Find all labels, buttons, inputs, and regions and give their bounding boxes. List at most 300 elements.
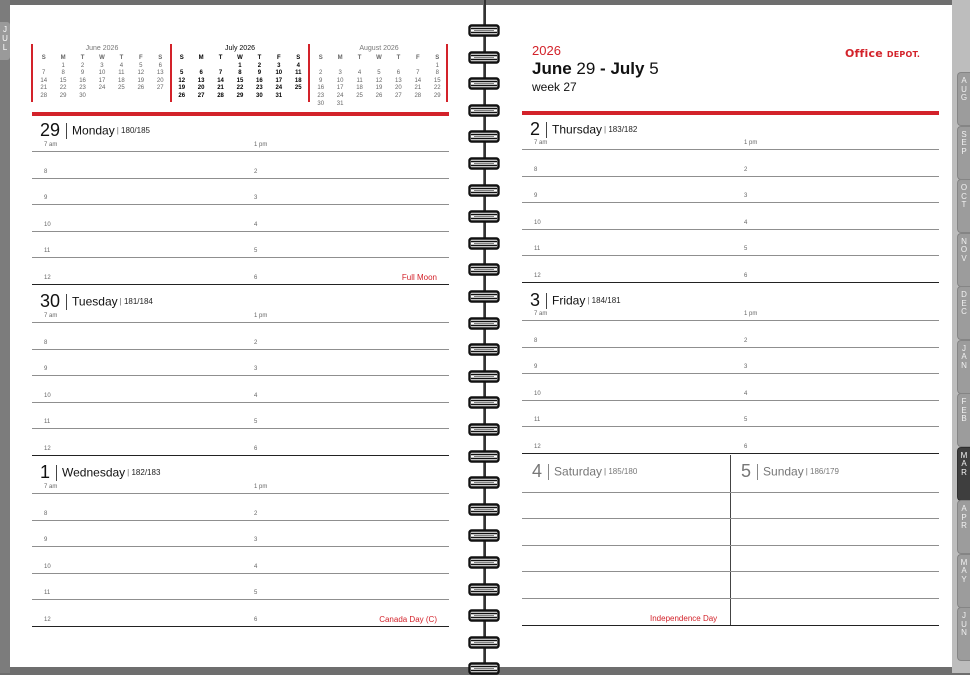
time-slot-line	[32, 546, 449, 547]
mini-calendar-date: 20	[197, 85, 205, 92]
day-number: 5	[741, 461, 752, 481]
mini-calendar-date	[191, 63, 210, 71]
time-label: 11	[44, 248, 51, 254]
mini-calendar-date	[92, 93, 111, 101]
mini-calendar-date: 3	[100, 62, 104, 69]
mini-calendar-date: 23	[79, 85, 86, 92]
mini-calendar-date: 23	[256, 85, 263, 92]
mini-calendar-date: 15	[236, 77, 244, 84]
mini-calendar-date: 5	[180, 70, 184, 77]
time-label: 10	[44, 563, 51, 570]
month-tab[interactable]: D E C	[957, 286, 970, 340]
day-separator	[546, 122, 547, 138]
mini-calendar-date: 3	[338, 70, 342, 77]
mini-calendar-date: 2	[319, 70, 323, 77]
day-separator	[56, 465, 57, 481]
mini-calendar-title: June 2026	[85, 45, 119, 52]
mini-calendar-date: 31	[275, 92, 283, 99]
mini-calendar-date	[428, 101, 447, 109]
mini-calendar-weekday: S	[41, 55, 46, 61]
mini-calendar-date: 23	[317, 92, 325, 99]
spiral-ring	[468, 556, 500, 569]
right-page	[486, 5, 952, 667]
day-name: Friday	[552, 293, 586, 308]
mini-calendar-date: 29	[59, 92, 67, 99]
time-label: 10	[534, 390, 541, 397]
spiral-ring	[468, 370, 500, 383]
time-slot-line	[522, 373, 939, 374]
time-label: 4	[254, 563, 258, 570]
time-slot-line	[32, 402, 449, 403]
mini-calendar-date: 1	[61, 62, 65, 69]
mini-calendar-date: 9	[257, 70, 262, 77]
time-label: 4	[254, 221, 258, 228]
mini-calendar-date: 10	[275, 70, 283, 77]
mini-calendar-date: 27	[156, 85, 164, 92]
spiral-ring	[468, 609, 500, 622]
time-slot-line	[32, 520, 449, 521]
mini-calendar-date: 29	[236, 92, 244, 99]
time-slot-line	[522, 453, 939, 454]
mini-calendar-weekday: S	[179, 55, 184, 61]
time-slot-line	[32, 349, 449, 350]
time-label: 7 am	[44, 142, 58, 148]
mini-calendar-date: 13	[156, 70, 164, 77]
mini-calendar-date	[408, 101, 427, 109]
mini-calendar-weekday: M	[198, 55, 204, 61]
day-name: Sunday	[763, 464, 804, 479]
spiral-ring	[468, 290, 500, 303]
mini-calendar-date: 15	[59, 77, 67, 84]
weekend-divider	[730, 455, 731, 626]
day-separator	[66, 123, 67, 139]
mini-calendar-date: 30	[256, 92, 263, 99]
range-start-month: June	[532, 59, 572, 78]
weekend-line	[522, 545, 939, 546]
spiral-spine	[484, 0, 486, 673]
mini-calendar-date	[34, 63, 53, 71]
day-separator	[548, 464, 549, 480]
mini-calendar-weekday: S	[435, 55, 440, 61]
mini-calendar-date: 16	[256, 77, 263, 84]
mini-calendar-date: 10	[336, 77, 344, 84]
day-header	[741, 461, 839, 481]
day-name: Tuesday	[72, 294, 118, 309]
day-of-year-count: | 186/179	[806, 467, 839, 476]
month-tab[interactable]: O C T	[957, 179, 970, 233]
mini-calendar-date: 19	[178, 85, 186, 92]
mini-calendar-date: 21	[40, 85, 48, 92]
time-label: 2	[254, 339, 258, 346]
time-label: 11	[534, 417, 541, 423]
day-number: 4	[532, 461, 543, 481]
holiday-label: Full Moon	[401, 272, 437, 282]
mini-calendar-date	[350, 101, 369, 109]
mini-calendar-date: 12	[137, 70, 145, 77]
month-tab[interactable]: J A N	[957, 340, 970, 394]
day-separator	[546, 293, 547, 309]
mini-calendar-date: 31	[336, 100, 344, 107]
mini-calendar-date: 8	[61, 70, 65, 77]
time-label: 3	[254, 537, 258, 543]
mini-calendar-weekday: T	[257, 55, 262, 61]
spiral-ring	[468, 343, 500, 356]
mini-calendar-date: 16	[317, 85, 325, 92]
time-label: 8	[44, 168, 48, 175]
time-slot-line	[32, 599, 449, 600]
day-of-year-count: | 181/184	[120, 297, 153, 306]
time-label: 10	[44, 392, 51, 399]
time-slot-line	[522, 149, 939, 150]
day-header	[530, 119, 637, 139]
right-red-rule	[522, 111, 939, 115]
time-slot-line	[32, 455, 449, 456]
mini-calendar-date: 28	[40, 92, 48, 99]
time-label: 3	[744, 193, 748, 199]
mini-calendar-date: 16	[79, 77, 86, 84]
spiral-ring	[468, 529, 500, 542]
day-number: 2	[530, 119, 541, 139]
holiday-label: Independence Day	[650, 614, 718, 623]
mini-calendar-weekday: T	[396, 55, 401, 61]
mini-calendar-date: 22	[433, 85, 441, 92]
mini-calendar	[172, 44, 308, 102]
time-label: 10	[44, 221, 51, 228]
mini-calendar-weekday: F	[276, 55, 281, 61]
mini-calendar-title: July 2026	[225, 45, 255, 52]
brand-logo-depot: DEPOT.	[886, 50, 921, 59]
time-slot-line	[32, 493, 449, 494]
mini-calendar-date	[369, 101, 388, 109]
time-slot-line	[32, 375, 449, 376]
mini-calendar-date: 11	[118, 70, 125, 77]
spiral-ring	[468, 450, 500, 463]
left-page-edge	[0, 0, 10, 673]
time-slot-line	[522, 255, 939, 256]
spiral-ring	[468, 77, 500, 90]
mini-calendar-date: 7	[416, 70, 420, 77]
time-slot-line	[32, 257, 449, 258]
header-week-range	[532, 59, 659, 79]
minical-divider	[31, 44, 33, 102]
mini-calendar-date: 12	[375, 77, 383, 84]
mini-calendar-date: 19	[375, 85, 383, 92]
spiral-ring	[468, 51, 500, 64]
time-slot-line	[32, 573, 449, 574]
spiral-ring	[468, 24, 500, 37]
time-label: 4	[744, 390, 748, 397]
time-label: 9	[534, 193, 538, 199]
mini-calendar-weekday: F	[138, 55, 143, 61]
mini-calendar-date: 9	[319, 77, 323, 84]
mini-calendar-date: 6	[199, 70, 203, 77]
time-label: 12	[534, 443, 541, 450]
month-tab[interactable]: F E B	[957, 393, 970, 447]
time-slot-line	[32, 178, 449, 179]
time-slot-line	[32, 428, 449, 429]
time-label: 2	[254, 168, 258, 175]
mini-calendar-date: 5	[139, 62, 143, 69]
mini-calendar-date	[350, 63, 369, 71]
mini-calendar-date: 26	[137, 85, 145, 92]
day-number: 3	[530, 290, 541, 310]
time-label: 2	[744, 337, 748, 344]
mini-calendar-date: 14	[40, 77, 48, 84]
day-name: Monday	[72, 123, 115, 138]
day-header	[532, 461, 637, 481]
mini-calendar-weekday: M	[60, 55, 66, 61]
mini-calendar-date: 18	[356, 85, 363, 92]
day-header	[40, 120, 150, 140]
time-slot-line	[522, 282, 939, 283]
mini-calendar-weekday: M	[337, 55, 343, 61]
mini-calendar-date: 24	[336, 92, 344, 99]
mini-calendar-date: 25	[294, 85, 302, 92]
time-label: 7 am	[44, 313, 58, 319]
mini-calendar-date: 17	[98, 77, 106, 84]
time-slot-line	[522, 426, 939, 427]
spiral-ring	[468, 503, 500, 516]
time-label: 7 am	[44, 484, 58, 490]
mini-calendar-date: 17	[336, 85, 344, 92]
time-label: 9	[534, 364, 538, 370]
mini-calendar-weekday: W	[237, 55, 243, 61]
mini-calendar-date: 12	[178, 77, 186, 84]
time-label: 5	[744, 246, 748, 252]
day-header	[40, 291, 153, 311]
month-tab-jul[interactable]: J U L	[0, 22, 10, 60]
time-label: 7 am	[534, 311, 548, 317]
time-label: 5	[254, 590, 258, 596]
mini-calendar-date	[131, 93, 150, 101]
mini-calendar-date: 30	[79, 92, 86, 99]
month-tab[interactable]: N O V	[957, 233, 970, 287]
mini-calendar-weekday: S	[318, 55, 323, 61]
time-label: 1 pm	[744, 311, 758, 317]
month-tab[interactable]: A U G	[957, 72, 970, 126]
time-slot-line	[522, 176, 939, 177]
mini-calendar-date: 3	[277, 62, 281, 69]
mini-calendar-date	[112, 93, 131, 101]
time-label: 3	[254, 195, 258, 201]
mini-calendar-weekday: F	[415, 55, 420, 61]
time-slot-line	[522, 400, 939, 401]
time-label: 12	[534, 272, 541, 279]
mini-calendar-date: 11	[356, 77, 363, 84]
time-label: 6	[254, 445, 258, 452]
time-label: 9	[44, 537, 48, 543]
spiral-ring	[468, 104, 500, 117]
time-label: 11	[44, 419, 51, 425]
time-label: 1 pm	[744, 140, 758, 146]
spiral-ring	[468, 130, 500, 143]
mini-calendar	[311, 44, 447, 107]
weekend-line	[522, 518, 939, 519]
month-tab[interactable]: M A R	[957, 447, 970, 501]
mini-calendar-weekday: T	[218, 55, 223, 61]
time-label: 1 pm	[254, 484, 268, 490]
day-name: Thursday	[552, 122, 603, 137]
time-slot-line	[32, 322, 449, 323]
day-header	[40, 462, 160, 482]
range-end-day: 5	[644, 59, 659, 78]
range-dash: -	[595, 59, 611, 78]
mini-calendar-date	[311, 63, 330, 71]
brand-logo	[845, 47, 920, 60]
mini-calendar-date: 26	[375, 92, 383, 99]
mini-calendar-date	[389, 101, 408, 109]
spiral-ring	[468, 636, 500, 649]
time-label: 12	[44, 274, 51, 281]
mini-calendar-date: 14	[414, 77, 422, 84]
time-label: 3	[744, 364, 748, 370]
mini-calendar-date	[151, 93, 170, 101]
spiral-ring	[468, 662, 500, 675]
mini-calendar-date: 1	[435, 62, 439, 69]
mini-calendar-date: 8	[435, 70, 439, 77]
spiral-ring	[468, 263, 500, 276]
time-label: 1 pm	[254, 142, 268, 148]
time-slot-line	[32, 231, 449, 232]
mini-calendar-date	[211, 63, 230, 71]
time-label: 4	[254, 392, 258, 399]
mini-calendar-date: 20	[395, 85, 402, 92]
mini-calendar-date: 7	[218, 70, 223, 77]
mini-calendar-date	[408, 63, 427, 71]
month-tab[interactable]: S E P	[957, 126, 970, 180]
mini-calendar-date: 20	[156, 77, 164, 84]
mini-calendar-date: 2	[80, 62, 85, 69]
mini-calendar-date: 11	[295, 70, 302, 77]
time-slot-line	[32, 284, 449, 285]
time-label: 2	[744, 166, 748, 173]
mini-calendar-date: 24	[98, 85, 106, 92]
time-label: 6	[254, 274, 258, 281]
mini-calendar-date: 8	[238, 70, 242, 77]
mini-calendar-weekday: W	[376, 55, 382, 61]
mini-calendar-date: 4	[296, 62, 300, 69]
mini-calendar-weekday: S	[296, 55, 301, 61]
weekend-bottom-line	[522, 625, 939, 626]
mini-calendar-date: 17	[275, 77, 283, 84]
mini-calendar-date: 18	[294, 77, 302, 84]
time-slot-line	[522, 229, 939, 230]
time-label: 8	[534, 337, 538, 344]
day-name: Wednesday	[62, 465, 126, 480]
mini-calendar-weekday: T	[80, 55, 85, 61]
day-number: 1	[40, 462, 51, 482]
brand-logo-office: Office	[845, 47, 887, 60]
mini-calendar-weekday: S	[158, 55, 163, 61]
mini-calendar-date: 21	[414, 85, 422, 92]
mini-calendar-weekday: T	[119, 55, 124, 61]
mini-calendar-date: 30	[317, 100, 325, 107]
time-slot-line	[522, 202, 939, 203]
day-number: 29	[40, 120, 61, 140]
weekend-line	[522, 598, 939, 599]
header-year: 2026	[532, 43, 561, 58]
spiral-ring	[468, 423, 500, 436]
mini-calendar-date	[389, 63, 408, 71]
day-of-year-count: | 183/182	[604, 125, 637, 134]
time-slot-line	[32, 151, 449, 152]
day-header	[530, 290, 621, 310]
mini-calendar-weekday: W	[99, 55, 105, 61]
weekend-line	[522, 571, 939, 572]
time-label: 11	[44, 590, 51, 596]
weekend-line	[522, 492, 939, 493]
month-tab[interactable]: A P R	[957, 500, 970, 554]
month-tab[interactable]: M A Y	[957, 554, 970, 608]
mini-calendar-date: 6	[396, 70, 401, 77]
mini-calendar-date: 10	[98, 70, 106, 77]
mini-calendar-title: August 2026	[359, 45, 399, 52]
time-slot-line	[522, 347, 939, 348]
header-week-number: week 27	[532, 80, 577, 94]
time-label: 6	[254, 616, 258, 623]
mini-calendar-date: 25	[356, 92, 363, 99]
time-label: 4	[744, 219, 748, 226]
mini-calendar-date: 13	[197, 77, 205, 84]
time-label: 5	[254, 248, 258, 254]
time-label: 8	[44, 339, 48, 346]
mini-calendar-date: 26	[178, 92, 186, 99]
time-label: 8	[44, 510, 48, 517]
mini-calendar-date	[369, 63, 388, 71]
mini-calendar-date: 15	[433, 77, 441, 84]
mini-calendar-date: 19	[137, 77, 145, 84]
left-red-rule	[32, 112, 449, 116]
time-label: 6	[744, 443, 748, 450]
time-label: 5	[744, 417, 748, 423]
mini-calendar-date: 28	[217, 92, 224, 99]
time-label: 12	[44, 445, 51, 452]
mini-calendar-date	[330, 63, 349, 71]
mini-calendar-date: 4	[357, 70, 362, 77]
mini-calendar	[34, 44, 170, 102]
spiral-ring	[468, 210, 500, 223]
time-slot-line	[522, 320, 939, 321]
minical-divider	[308, 44, 310, 102]
spiral-ring	[468, 396, 500, 409]
mini-calendar-date: 28	[414, 92, 422, 99]
time-label: 3	[254, 366, 258, 372]
time-label: 1 pm	[254, 313, 268, 319]
time-slot-line	[32, 626, 449, 627]
mini-calendar-date: 2	[257, 62, 262, 69]
mini-calendar-date: 4	[119, 62, 124, 69]
mini-calendar-date: 27	[197, 92, 205, 99]
time-label: 12	[44, 616, 51, 623]
mini-calendar-date: 21	[217, 85, 224, 92]
mini-calendar-date: 29	[433, 92, 441, 99]
spiral-ring	[468, 157, 500, 170]
time-label: 11	[534, 246, 541, 252]
day-name: Saturday	[554, 464, 603, 479]
time-label: 6	[744, 272, 748, 279]
month-tab[interactable]: J U N	[957, 607, 970, 661]
mini-calendar-date: 14	[217, 77, 224, 84]
mini-calendar-date: 5	[377, 70, 381, 77]
mini-calendar-date: 1	[238, 62, 242, 69]
mini-calendar-date: 18	[118, 77, 125, 84]
time-label: 2	[254, 510, 258, 517]
mini-calendar-date	[289, 93, 308, 101]
spiral-ring	[468, 237, 500, 250]
spiral-ring	[468, 184, 500, 197]
time-label: 9	[44, 195, 48, 201]
mini-calendar-date: 27	[395, 92, 402, 99]
